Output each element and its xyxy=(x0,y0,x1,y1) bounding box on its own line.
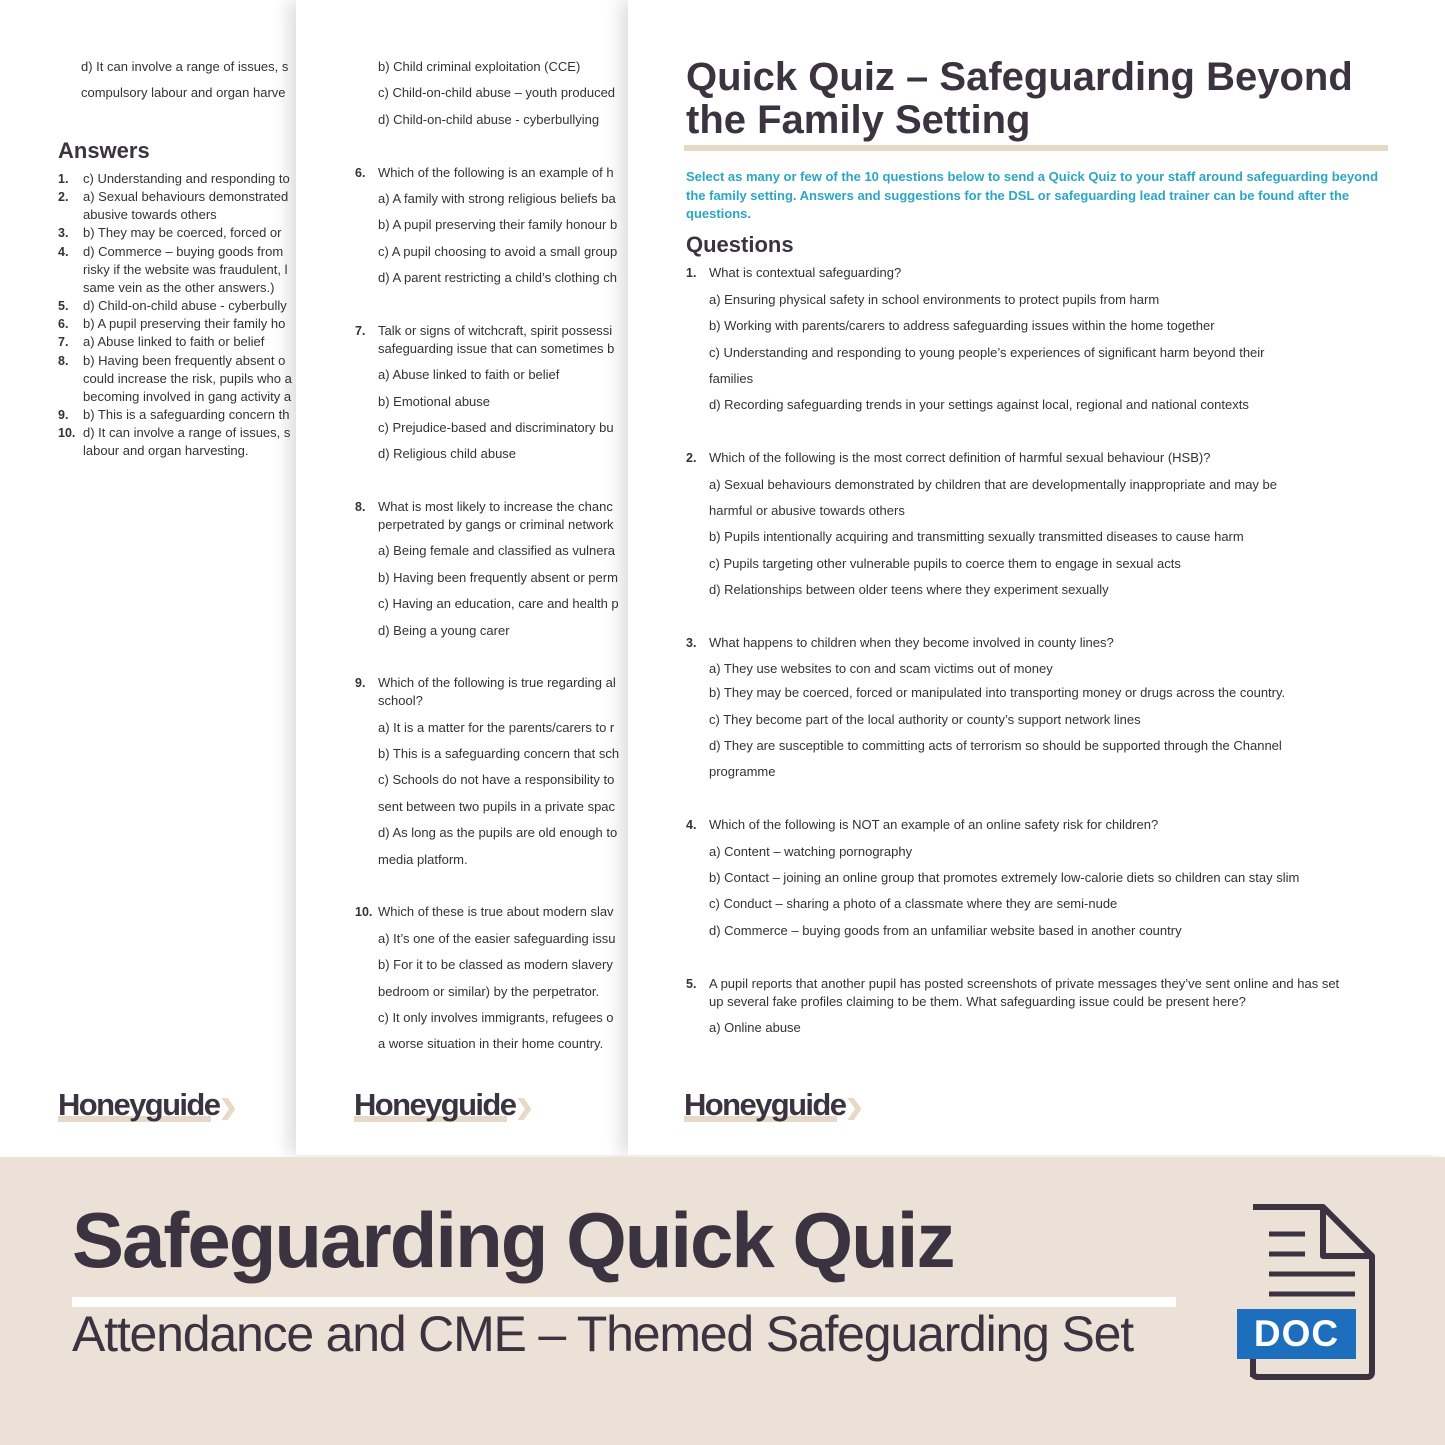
option-line: c) A pupil choosing to avoid a small group xyxy=(378,244,618,259)
question-text: school? xyxy=(378,693,423,708)
option-line: a) Content – watching pornography xyxy=(709,844,913,859)
question-number: 2. xyxy=(686,451,697,465)
doc-file-icon xyxy=(1235,1202,1381,1382)
title-divider xyxy=(684,145,1388,151)
honeyguide-logo: Honeyguide xyxy=(684,1087,845,1123)
option-line: c) It only involves immigrants, refugees o xyxy=(378,1010,614,1025)
honeyguide-logo: Honeyguide xyxy=(354,1087,515,1123)
option-line: b) This is a safeguarding concern that sch xyxy=(378,746,620,761)
answer-line: b) They may be coerced, forced or xyxy=(83,225,282,240)
answer-line: becoming involved in gang activity a xyxy=(83,389,292,404)
question-number: 9. xyxy=(355,676,366,690)
questions-page-1 xyxy=(628,0,1445,1155)
question-text: Talk or signs of witchcraft, spirit possessi xyxy=(378,323,613,338)
answer-number: 5. xyxy=(58,299,69,313)
option-line: a) Online abuse xyxy=(709,1020,801,1035)
option-line: d) Commerce – buying goods from an unfamiliar website based in another country xyxy=(709,923,1182,938)
logo-chevron-icon xyxy=(517,1098,531,1120)
answer-line: d) It can involve a range of issues, s xyxy=(83,425,291,440)
option-line: d) Recording safeguarding trends in your settings against local, regional and national contexts xyxy=(709,397,1249,412)
option-line: bedroom or similar) by the perpetrator. xyxy=(378,984,600,999)
option-line: d) Relationships between older teens where they experiment sexually xyxy=(709,582,1109,597)
question-text: A pupil reports that another pupil has posted screenshots of private messages they’ve sent online and has set xyxy=(709,976,1340,991)
honeyguide-logo: Honeyguide xyxy=(58,1087,219,1123)
question-number: 4. xyxy=(686,818,697,832)
option-line: c) Conduct – sharing a photo of a classmate where they are semi-nude xyxy=(709,896,1118,911)
question-number: 1. xyxy=(686,266,697,280)
answer-line: a) Sexual behaviours demonstrated xyxy=(83,189,289,204)
answer-number: 3. xyxy=(58,226,69,240)
answers-heading: Answers xyxy=(58,138,150,163)
option-line: sent between two pupils in a private spac xyxy=(378,799,616,814)
question-text: Which of these is true about modern slav xyxy=(378,904,614,919)
question-text: Which of the following is NOT an example of an online safety risk for children? xyxy=(709,817,1159,832)
question-text: up several fake profiles claiming to be them. What safeguarding issue could be present here? xyxy=(709,994,1246,1009)
question-text: What happens to children when they become involved in county lines? xyxy=(709,635,1114,650)
option-line: a) Being female and classified as vulnera xyxy=(378,543,616,558)
question-number: 7. xyxy=(355,324,366,338)
question-number: 5. xyxy=(686,977,697,991)
text-line: d) It can involve a range of issues, s xyxy=(81,59,289,74)
option-line: a) It is a matter for the parents/carers to r xyxy=(378,720,615,735)
option-line: d) A parent restricting a child’s clothing ch xyxy=(378,270,617,285)
option-line: d) As long as the pupils are old enough to xyxy=(378,825,618,840)
option-line: a) Sexual behaviours demonstrated by children that are developmentally inappropriate and may be xyxy=(709,477,1278,492)
answer-line: d) Commerce – buying goods from xyxy=(83,244,284,259)
answer-line: b) A pupil preserving their family ho xyxy=(83,316,286,331)
logo-chevron-icon xyxy=(221,1098,235,1120)
product-banner xyxy=(0,1157,1445,1445)
question-text: safeguarding issue that can sometimes b xyxy=(378,341,615,356)
answer-number: 8. xyxy=(58,354,69,368)
option-line: d) Religious child abuse xyxy=(378,446,517,461)
logo-chevron-icon xyxy=(847,1098,861,1120)
question-text: Which of the following is true regarding al xyxy=(378,675,616,690)
answer-line: same vein as the other answers.) xyxy=(83,280,275,295)
option-line: d) They are susceptible to committing acts of terrorism so should be supported through the Channel xyxy=(709,738,1282,753)
answer-number: 4. xyxy=(58,245,69,259)
answer-number: 9. xyxy=(58,408,69,422)
option-line: c) Understanding and responding to young people’s experiences of significant harm beyond their xyxy=(709,345,1265,360)
question-number: 3. xyxy=(686,636,697,650)
option-line: c) Pupils targeting other vulnerable pupils to coerce them to engage in sexual acts xyxy=(709,556,1181,571)
option-line: b) For it to be classed as modern slavery xyxy=(378,957,613,972)
option-line: a) They use websites to con and scam victims out of money xyxy=(709,661,1053,676)
question-text: perpetrated by gangs or criminal network xyxy=(378,517,614,532)
doc-format-label: DOC xyxy=(1237,1309,1356,1359)
option-line: families xyxy=(709,371,754,386)
product-title: Safeguarding Quick Quiz xyxy=(72,1196,954,1284)
questions-page-2 xyxy=(296,0,636,1155)
answer-line: a) Abuse linked to faith or belief xyxy=(83,334,265,349)
option-line: b) A pupil preserving their family honour b xyxy=(378,217,618,232)
option-line: b) Having been frequently absent or perm xyxy=(378,570,618,585)
option-line: a) Abuse linked to faith or belief xyxy=(378,367,560,382)
answer-number: 2. xyxy=(58,190,69,204)
option-line: b) Working with parents/carers to address safeguarding issues within the home together xyxy=(709,318,1215,333)
questions-heading: Questions xyxy=(686,232,794,257)
question-number: 10. xyxy=(355,905,373,919)
quiz-title: Quick Quiz – Safeguarding Beyond the Family Setting xyxy=(686,55,1353,142)
text-line: compulsory labour and organ harve xyxy=(81,85,286,100)
option-line: media platform. xyxy=(378,852,468,867)
option-line: a worse situation in their home country. xyxy=(378,1036,604,1051)
question-number: 6. xyxy=(355,166,366,180)
question-text: What is contextual safeguarding? xyxy=(709,265,902,280)
answer-line: abusive towards others xyxy=(83,207,217,222)
option-line: a) Ensuring physical safety in school environments to protect pupils from harm xyxy=(709,292,1160,307)
question-text: Which of the following is the most correct definition of harmful sexual behaviour (HSB)? xyxy=(709,450,1211,465)
answer-line: risky if the website was fraudulent, l xyxy=(83,262,288,277)
option-line: b) Contact – joining an online group that promotes extremely low-calorie diets so children can stay slim xyxy=(709,870,1300,885)
answer-number: 10. xyxy=(58,426,76,440)
question-text: Which of the following is an example of h xyxy=(378,165,614,180)
question-text: What is most likely to increase the chanc xyxy=(378,499,613,514)
option-line: d) Child-on-child abuse - cyberbullying xyxy=(378,112,600,127)
option-line: c) Prejudice-based and discriminatory bu xyxy=(378,420,614,435)
answer-line: could increase the risk, pupils who a xyxy=(83,371,292,386)
option-line: a) It’s one of the easier safeguarding issu xyxy=(378,931,616,946)
answer-line: c) Understanding and responding to xyxy=(83,171,290,186)
option-line: c) They become part of the local authority or county’s support network lines xyxy=(709,712,1141,727)
question-number: 8. xyxy=(355,500,366,514)
option-line: c) Child-on-child abuse – youth produced xyxy=(378,85,616,100)
option-line: b) They may be coerced, forced or manipulated into transporting money or drugs across the country. xyxy=(709,685,1286,700)
answer-line: b) This is a safeguarding concern th xyxy=(83,407,290,422)
option-line: c) Schools do not have a responsibility to xyxy=(378,772,615,787)
option-line: b) Emotional abuse xyxy=(378,394,491,409)
option-line: d) Being a young carer xyxy=(378,623,510,638)
answer-line: d) Child-on-child abuse - cyberbully xyxy=(83,298,287,313)
option-line: c) Having an education, care and health p xyxy=(378,596,619,611)
option-line: b) Pupils intentionally acquiring and transmitting sexually transmitted diseases to cause harm xyxy=(709,529,1244,544)
answer-number: 6. xyxy=(58,317,69,331)
answer-number: 7. xyxy=(58,335,69,349)
option-line: b) Child criminal exploitation (CCE) xyxy=(378,59,581,74)
option-line: harmful or abusive towards others xyxy=(709,503,905,518)
option-line: programme xyxy=(709,764,776,779)
answer-line: labour and organ harvesting. xyxy=(83,443,249,458)
intro-text: Select as many or few of the 10 questions below to send a Quick Quiz to your staff around safeguarding beyond the family setting. Answers and suggestions for the DSL or safeguarding lead trainer can be found after the questions. xyxy=(686,169,1379,221)
option-line: a) A family with strong religious beliefs ba xyxy=(378,191,616,206)
answer-number: 1. xyxy=(58,172,69,186)
answer-line: b) Having been frequently absent o xyxy=(83,353,286,368)
product-subtitle: Attendance and CME – Themed Safeguarding Set xyxy=(72,1306,1133,1362)
answers-page xyxy=(0,0,300,1155)
